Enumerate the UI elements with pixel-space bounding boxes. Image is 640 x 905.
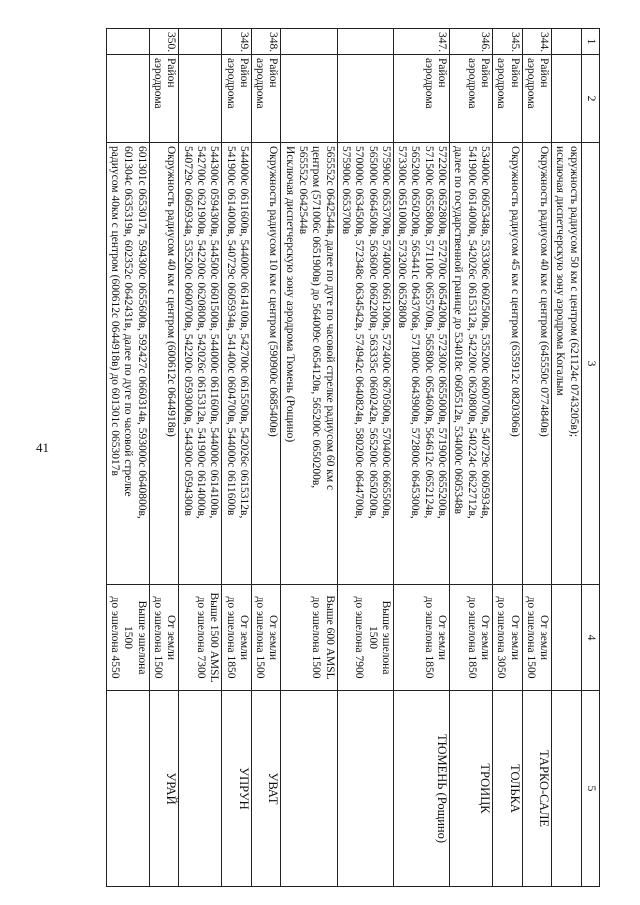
height-limits-cell bbox=[450, 585, 493, 691]
height-limit-line: От земли bbox=[267, 614, 280, 661]
boundary-description-line: далее по государственной границе до 534018с 0605512в, 534000с 0605348в bbox=[452, 146, 465, 515]
table-body bbox=[106, 29, 581, 887]
boundary-description-line: 601304с 0635319в, 602352с 0642431в, далее по дуге по часовой стрелке bbox=[122, 146, 135, 497]
header-col-5: 5 bbox=[581, 691, 599, 887]
height-limits-cell bbox=[552, 585, 582, 691]
boundary-description-cell bbox=[281, 143, 337, 585]
height-limit-line: От земли bbox=[508, 614, 521, 661]
height-limit-line: 1500 bbox=[366, 626, 379, 649]
zone-type-cell: Район аэродрома bbox=[222, 55, 252, 143]
boundary-description-line: 534000с 0605348в, 533306с 0602500в, 535200с 0600700в, 540729с 0605934в, bbox=[478, 146, 491, 519]
row-number-cell: 346. bbox=[450, 29, 493, 55]
boundary-description-cell bbox=[106, 143, 149, 585]
table-row bbox=[492, 29, 522, 887]
table-row bbox=[251, 29, 281, 887]
aerodrome-name-cell: ТЮМЕНЬ (Рощино) bbox=[393, 691, 449, 887]
height-limit-line: Выше 600 AMSL bbox=[323, 595, 336, 680]
zone-type-cell bbox=[179, 55, 222, 143]
boundary-description-line: 573300с 0651000в, 573200с 0652800в bbox=[396, 146, 409, 329]
aerodrome-name-cell: ТАРКО-САЛЕ bbox=[522, 691, 552, 887]
row-number-cell: 345. bbox=[492, 29, 522, 55]
boundary-description-line: 571500с 0655800в, 571100с 0655700в, 565800с 0654600в, 564612с 0652124в, bbox=[422, 146, 435, 519]
zone-type-cell: Район аэродрома bbox=[393, 55, 449, 143]
height-limit-line: до эшелона 1850 bbox=[422, 596, 435, 679]
header-col-4: 4 bbox=[581, 585, 599, 691]
boundary-description-line: Окружность радиусом 40 км с центром (600612с 0644918в) bbox=[165, 146, 178, 437]
row-number-cell: 350. bbox=[149, 29, 179, 55]
table-row bbox=[179, 29, 222, 887]
boundary-description-line: 572200с 0652800в, 572700с 0654200в, 572300с 0655000в, 571900с 0655200в, bbox=[436, 146, 449, 519]
height-limit-line: до эшелона 4550 bbox=[109, 596, 122, 679]
aerodrome-name-cell bbox=[179, 691, 222, 887]
zone-type-cell bbox=[337, 55, 393, 143]
header-col-2: 2 bbox=[581, 55, 599, 143]
table-row bbox=[106, 29, 149, 887]
table-row bbox=[149, 29, 179, 887]
boundary-description-line: 565200с 0650200в, 565441с 0643706в, 571800с 0643900в, 572800с 0645300в, bbox=[409, 146, 422, 519]
height-limit-line: до эшелона 7900 bbox=[353, 596, 366, 679]
height-limits-cell bbox=[179, 585, 222, 691]
boundary-description-cell bbox=[337, 143, 393, 585]
boundary-description-cell bbox=[492, 143, 522, 585]
aerodrome-name-cell: УВАТ bbox=[251, 691, 281, 887]
boundary-description-line: 542700с 0621900в, 542200с 0620800в, 542026с 0615312в, 541900с 0614000в, bbox=[194, 146, 207, 519]
height-limits-cell bbox=[106, 585, 149, 691]
zone-type-cell bbox=[552, 55, 582, 143]
boundary-description-line: 544300с 0594300в, 544500с 0601500в, 544000с 0611600в, 544000с 0614100в, bbox=[208, 146, 221, 519]
boundary-description-line: 575900с 0653700в, 574000с 0661200в, 572400с 0670500в, 570400с 0665500в, bbox=[379, 146, 392, 519]
height-limit-line: до эшелона 1850 bbox=[465, 596, 478, 679]
height-limit-line: Выше эшелона bbox=[135, 600, 148, 675]
row-number-cell bbox=[552, 29, 582, 55]
table-row bbox=[552, 29, 582, 887]
boundary-description-cell bbox=[450, 143, 493, 585]
boundary-description-line: 575900с 0653700в bbox=[339, 146, 352, 235]
aerodrome-name-cell bbox=[337, 691, 393, 887]
boundary-description-cell bbox=[179, 143, 222, 585]
boundary-description-line: радиусом 40км с центром (600612с 0644918в) до 601301с 0653017в bbox=[109, 146, 122, 476]
page-number: 41 bbox=[36, 440, 49, 455]
height-limits-cell bbox=[149, 585, 179, 691]
aerodrome-name-cell: ТОЛЬКА bbox=[492, 691, 522, 887]
zone-type-cell: Район аэродрома bbox=[522, 55, 552, 143]
height-limit-line: до эшелона 1850 bbox=[224, 596, 237, 679]
boundary-description-line: 565000с 0664500в, 563600с 0662200в, 563335с 0660242в, 565200с 0650200в, bbox=[366, 146, 379, 519]
row-number-cell bbox=[281, 29, 337, 55]
height-limits-cell bbox=[522, 585, 552, 691]
header-col-1: 1 bbox=[581, 29, 599, 55]
boundary-description-line: 541900с 0614000в, 540729с 0605934в, 541400с 0604700в, 544000с 0611600в bbox=[224, 146, 237, 516]
height-limit-line: 1500 bbox=[122, 626, 135, 649]
height-limits-cell bbox=[337, 585, 393, 691]
height-limit-line: От земли bbox=[538, 614, 551, 661]
height-limits-cell bbox=[492, 585, 522, 691]
height-limit-line: до эшелона 7300 bbox=[194, 596, 207, 679]
table-row bbox=[522, 29, 552, 887]
table-row bbox=[450, 29, 493, 887]
row-number-cell: 348. bbox=[251, 29, 281, 55]
boundary-description-line: центром (571006с 0651900в) до 564009с 0654120в, 565200с 0650200в, bbox=[310, 146, 323, 489]
boundary-description-cell bbox=[522, 143, 552, 585]
zone-type-cell: Район аэродрома bbox=[251, 55, 281, 143]
height-limit-line: От земли bbox=[436, 614, 449, 661]
boundary-description-line: 565552с 0642544в bbox=[297, 146, 310, 235]
boundary-description-line: 540729с 0605934в, 535200с 0600700в, 542200с 0593000в, 544300с 0594300в bbox=[181, 146, 194, 516]
height-limit-line: до эшелона 1500 bbox=[152, 596, 165, 679]
boundary-description-cell bbox=[393, 143, 449, 585]
height-limit-line: до эшелона 1500 bbox=[524, 596, 537, 679]
boundary-description-cell bbox=[251, 143, 281, 585]
header-col-3: 3 bbox=[581, 143, 599, 585]
aerodrome-name-cell bbox=[106, 691, 149, 887]
boundary-description-line: 565552с 0642544в, далее по дуге по часовой стрелке радиусом 60 км с bbox=[323, 146, 336, 491]
table-row bbox=[281, 29, 337, 887]
boundary-description-line: Окружность радиусом 10 км с центром (590900с 0685400в) bbox=[267, 146, 280, 437]
boundary-description-line: Окружность радиусом 45 км с центром (635912с 0820306в) bbox=[508, 146, 521, 437]
table-row bbox=[222, 29, 252, 887]
aerodrome-name-cell: ТРОИЦК bbox=[450, 691, 493, 887]
aerodrome-name-cell bbox=[281, 691, 337, 887]
table-header-row bbox=[581, 29, 599, 887]
boundary-description-line: исключая диспетчерскую зону аэродрома Когалым bbox=[554, 146, 567, 396]
boundary-description-line: 601301с 0653017в, 594300с 0655600в, 592427с 0660314в, 593000с 0640800в, bbox=[135, 146, 148, 519]
row-number-cell bbox=[179, 29, 222, 55]
height-limit-line: до эшелона 3050 bbox=[495, 596, 508, 679]
row-number-cell: 344. bbox=[522, 29, 552, 55]
row-number-cell bbox=[337, 29, 393, 55]
zone-type-cell: Район аэродрома bbox=[450, 55, 493, 143]
height-limit-line: Выше 1500 AMSL bbox=[208, 592, 221, 683]
boundary-description-cell bbox=[149, 143, 179, 585]
zone-type-cell bbox=[281, 55, 337, 143]
zone-type-cell: Район аэродрома bbox=[149, 55, 179, 143]
aerodrome-name-cell: УПРУН bbox=[222, 691, 252, 887]
boundary-description-line: 544000с 0611600в, 544000с 0614100в, 542700с 0615500в, 542026с 0615312в, bbox=[237, 146, 250, 519]
height-limits-cell bbox=[222, 585, 252, 691]
aerodrome-name-cell: УРАЙ bbox=[149, 691, 179, 887]
height-limit-line: до эшелона 1500 bbox=[254, 596, 267, 679]
aerodrome-name-cell bbox=[552, 691, 582, 887]
boundary-description-line: окружность радиусом 50 км с центром (621124с 0743205в); bbox=[567, 146, 580, 438]
row-number-cell: 349. bbox=[222, 29, 252, 55]
boundary-description-line: Исключая диспетчерскую зону аэродрома Тюмень (Рощино) bbox=[283, 146, 296, 443]
height-limits-cell bbox=[281, 585, 337, 691]
table-row bbox=[337, 29, 393, 887]
row-number-cell: 347. bbox=[393, 29, 449, 55]
airspace-table bbox=[106, 28, 600, 887]
height-limits-cell bbox=[251, 585, 281, 691]
boundary-description-line: Окружность радиусом 40 км с центром (645550с 0774840в) bbox=[538, 146, 551, 437]
rotated-page-content bbox=[70, 28, 600, 886]
boundary-description-line: 570000с 0634500в, 572348с 0634542в, 574942с 0640824в, 580200с 0644700в, bbox=[353, 146, 366, 519]
height-limits-cell bbox=[393, 585, 449, 691]
zone-type-cell: Район аэродрома bbox=[492, 55, 522, 143]
boundary-description-line: 541900с 0614000в, 542026с 0615312в, 542200с 0620800в, 540224с 0622712в, bbox=[465, 146, 478, 519]
table-row bbox=[393, 29, 449, 887]
height-limit-line: От земли bbox=[237, 614, 250, 661]
height-limit-line: Выше эшелона bbox=[379, 600, 392, 675]
zone-type-cell bbox=[106, 55, 149, 143]
boundary-description-cell bbox=[552, 143, 582, 585]
boundary-description-cell bbox=[222, 143, 252, 585]
height-limit-line: От земли bbox=[478, 614, 491, 661]
row-number-cell bbox=[106, 29, 149, 55]
height-limit-line: до эшелона 1500 bbox=[310, 596, 323, 679]
height-limit-line: От земли bbox=[165, 614, 178, 661]
